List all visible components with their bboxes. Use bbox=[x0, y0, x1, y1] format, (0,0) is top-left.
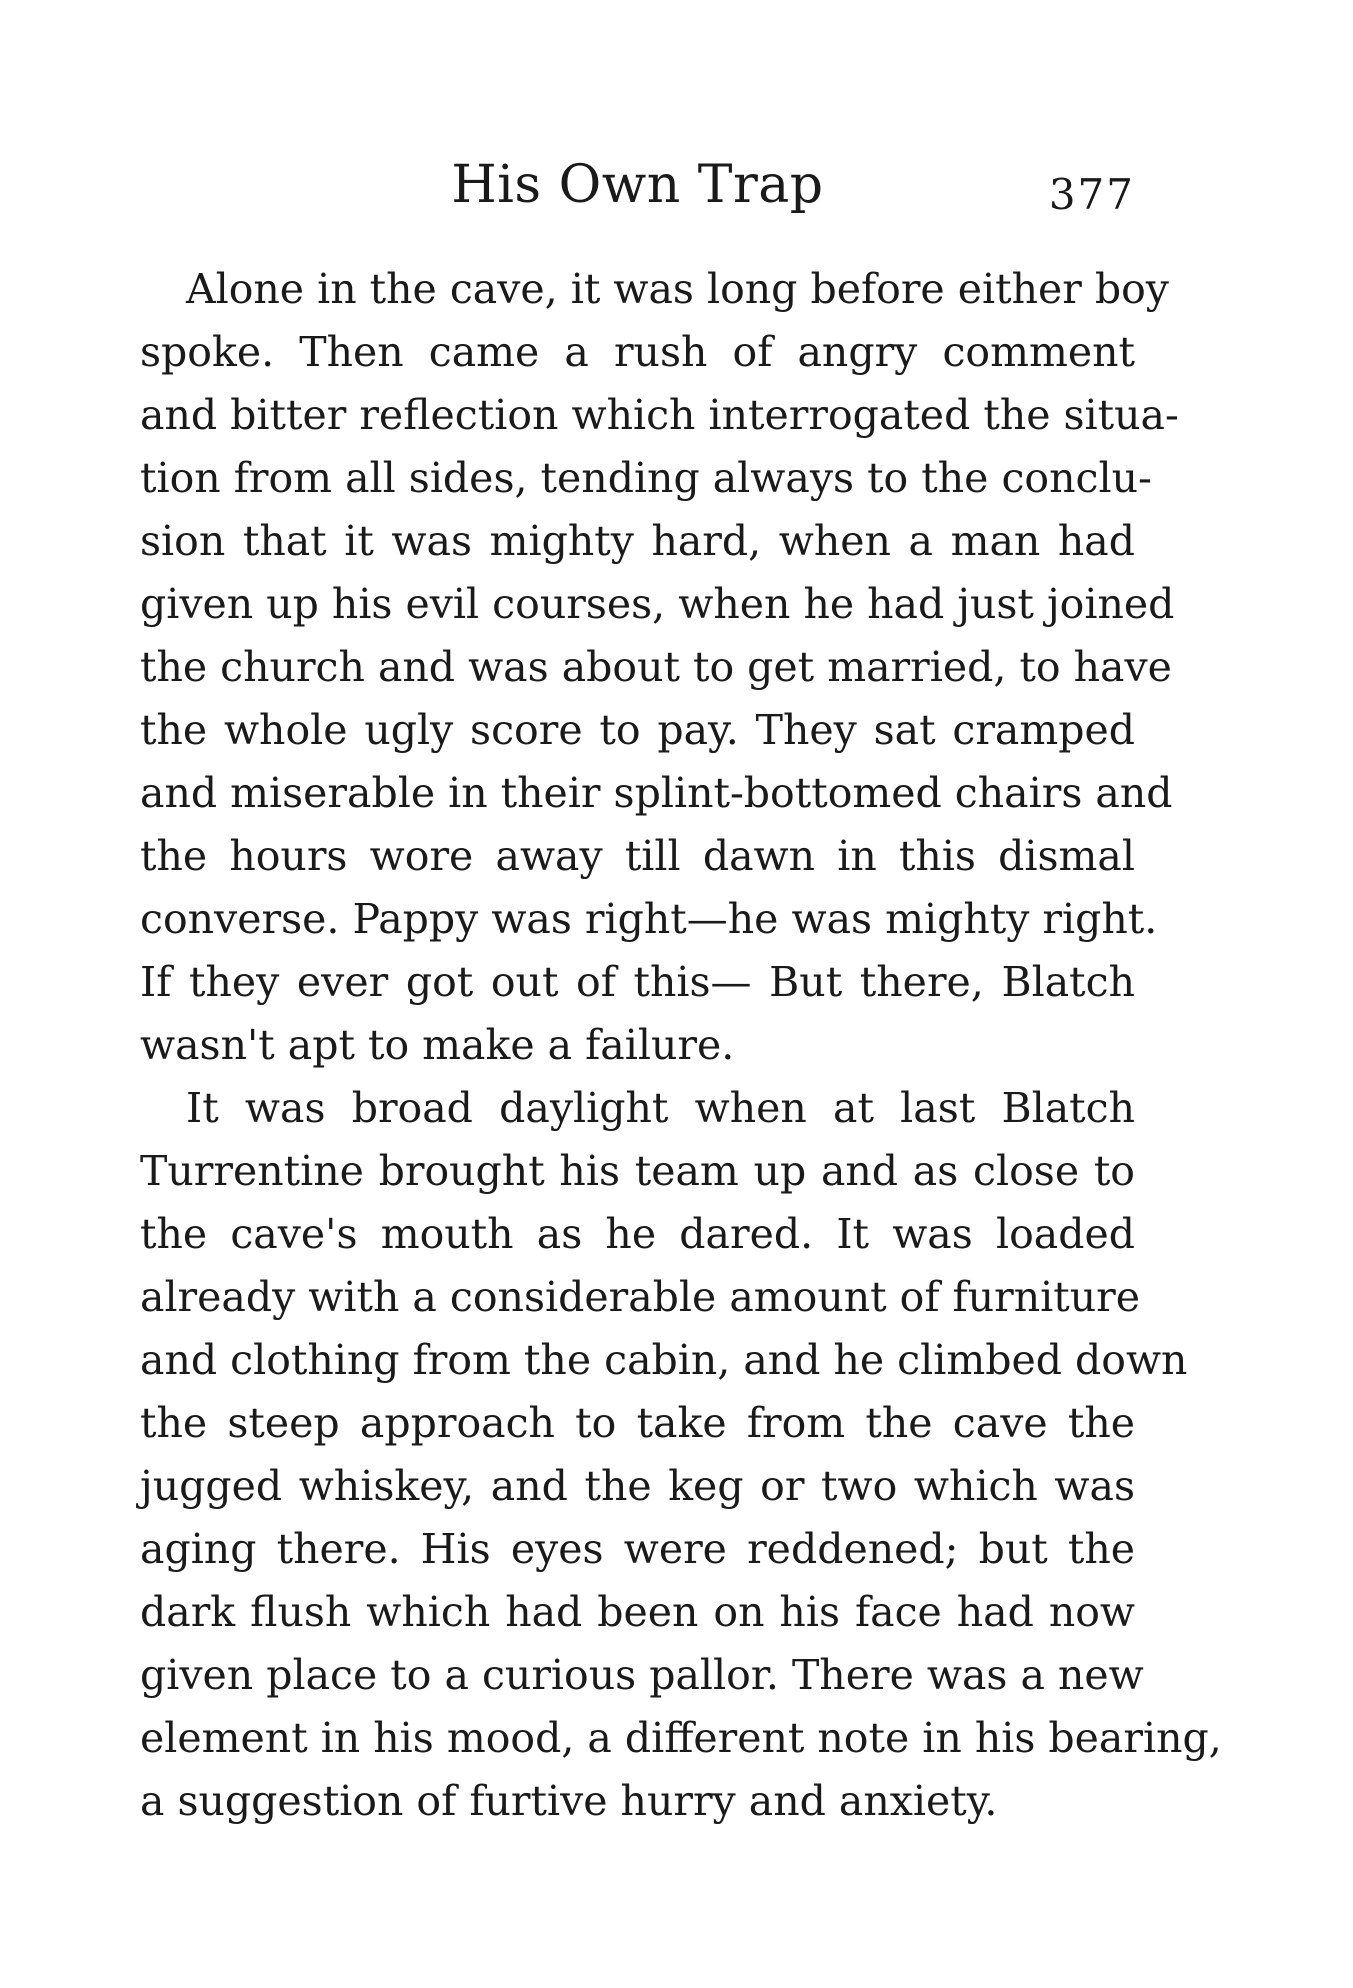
text-line: Turrentine brought his team up and as close to bbox=[140, 1147, 1135, 1195]
text-line: the cave's mouth as he dared. It was loaded bbox=[140, 1210, 1135, 1258]
text-line: and clothing from the cabin, and he climbed down bbox=[140, 1336, 1188, 1384]
text-line: the steep approach to take from the cave the bbox=[140, 1399, 1135, 1447]
text-line: already with a considerable amount of furniture bbox=[140, 1273, 1140, 1321]
paragraph-2 bbox=[140, 1077, 1222, 1833]
text-line: given up his evil courses, when he had just joined bbox=[140, 580, 1175, 628]
text-line: It was broad daylight when at last Blatch bbox=[186, 1084, 1135, 1132]
text-line: Alone in the cave, it was long before either boy bbox=[186, 265, 1169, 313]
body-text bbox=[140, 258, 1222, 1833]
text-line: the whole ugly score to pay. They sat cramped bbox=[140, 706, 1135, 754]
running-title: His Own Trap bbox=[451, 155, 824, 215]
text-line: sion that it was mighty hard, when a man had bbox=[140, 517, 1135, 565]
text-line: the hours wore away till dawn in this dismal bbox=[140, 832, 1135, 880]
text-line: If they ever got out of this— But there, Blatch bbox=[140, 958, 1135, 1006]
text-line: given place to a curious pallor. There was a new bbox=[140, 1651, 1144, 1699]
text-line: spoke. Then came a rush of angry comment bbox=[140, 328, 1135, 376]
text-line: aging there. His eyes were reddened; but the bbox=[140, 1525, 1135, 1573]
paragraph-1 bbox=[140, 258, 1179, 1077]
text-line: dark flush which had been on his face had now bbox=[140, 1588, 1135, 1636]
text-line: wasn't apt to make a failure. bbox=[140, 1021, 735, 1069]
text-line: tion from all sides, tending always to the conclu- bbox=[140, 454, 1152, 502]
text-line: the church and was about to get married, to have bbox=[140, 643, 1172, 691]
text-line: and bitter reflection which interrogated the situa- bbox=[140, 391, 1179, 439]
text-line: a suggestion of furtive hurry and anxiety. bbox=[140, 1777, 998, 1825]
text-line: element in his mood, a different note in his bearing, bbox=[140, 1714, 1222, 1762]
running-head bbox=[140, 150, 1135, 230]
text-line: converse. Pappy was right—he was mighty right. bbox=[140, 895, 1158, 943]
text-line: jugged whiskey, and the keg or two which was bbox=[140, 1462, 1135, 1510]
text-line: and miserable in their splint-bottomed chairs and bbox=[140, 769, 1173, 817]
page-number: 377 bbox=[1048, 170, 1135, 219]
